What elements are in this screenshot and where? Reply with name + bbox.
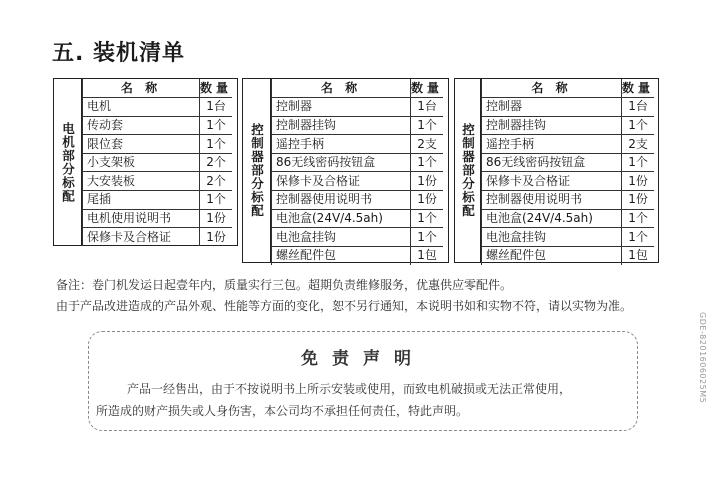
items-table bbox=[271, 79, 443, 265]
item-qty: 1包 bbox=[622, 246, 655, 265]
disclaimer-line: 所造成的财产损失或人身伤害，本公司均不承担任何责任，特此声明。 bbox=[96, 404, 469, 418]
table-row bbox=[272, 228, 444, 247]
item-qty: 1个 bbox=[411, 116, 444, 135]
header-name: 名 称 bbox=[83, 79, 200, 98]
side-label: 控制器部分标配 bbox=[455, 79, 481, 262]
item-qty: 1个 bbox=[200, 116, 233, 135]
table-row bbox=[83, 98, 233, 117]
item-name: 控制器使用说明书 bbox=[272, 191, 411, 210]
item-name: 保修卡及合格证 bbox=[482, 172, 622, 191]
disclaimer-line: 产品一经售出，由于不按说明书上所示安装或使用，而致电机破损或无法正常使用， bbox=[127, 382, 572, 396]
table-row bbox=[482, 98, 655, 117]
side-label: 控制器部分标配 bbox=[243, 79, 271, 262]
table-row bbox=[482, 191, 655, 210]
item-name: 电机使用说明书 bbox=[83, 209, 200, 228]
item-name: 控制器 bbox=[272, 98, 411, 117]
item-qty: 1份 bbox=[411, 191, 444, 210]
item-qty: 1包 bbox=[411, 246, 444, 265]
item-qty: 1台 bbox=[411, 98, 444, 117]
items-table bbox=[82, 79, 232, 246]
item-name: 遥控手柄 bbox=[482, 135, 622, 154]
table-header-row bbox=[482, 79, 655, 98]
header-name: 名 称 bbox=[482, 79, 622, 98]
item-name: 86无线密码按钮盒 bbox=[482, 153, 622, 172]
item-name: 电池盒挂钩 bbox=[482, 228, 622, 247]
item-qty: 1台 bbox=[200, 98, 233, 117]
controller-standard-config-table bbox=[454, 78, 659, 263]
disclaimer-body bbox=[96, 378, 571, 422]
table-row bbox=[272, 135, 444, 154]
item-name: 86无线密码按钮盒 bbox=[272, 153, 411, 172]
item-qty: 1个 bbox=[622, 116, 655, 135]
item-qty: 1个 bbox=[200, 191, 233, 210]
item-qty: 1份 bbox=[411, 172, 444, 191]
document-code: GDE-8201606025M5 bbox=[698, 312, 707, 404]
table-row bbox=[83, 228, 233, 247]
table-header-row bbox=[272, 79, 444, 98]
header-qty: 数量 bbox=[411, 79, 444, 98]
items-table bbox=[481, 79, 654, 265]
item-qty: 1份 bbox=[200, 209, 233, 228]
item-name: 电池盒(24V/4.5ah) bbox=[272, 209, 411, 228]
table-row bbox=[272, 172, 444, 191]
header-qty: 数量 bbox=[200, 79, 233, 98]
table-row bbox=[83, 153, 233, 172]
table-row bbox=[83, 116, 233, 135]
item-name: 电机 bbox=[83, 98, 200, 117]
side-label: 电机部分标配 bbox=[54, 79, 82, 245]
remark-warranty: 备注：卷门机发运日起壹年内，质量实行三包。超期负责维修服务，优惠供应零配件。 bbox=[56, 278, 513, 292]
item-qty: 1份 bbox=[622, 172, 655, 191]
item-name: 小支架板 bbox=[83, 153, 200, 172]
item-qty: 1个 bbox=[200, 135, 233, 154]
table-row bbox=[482, 153, 655, 172]
table-row bbox=[482, 209, 655, 228]
item-name: 电池盒(24V/4.5ah) bbox=[482, 209, 622, 228]
table-row bbox=[272, 153, 444, 172]
table-row bbox=[272, 209, 444, 228]
item-qty: 1个 bbox=[622, 209, 655, 228]
item-name: 电池盒挂钩 bbox=[272, 228, 411, 247]
controller-standard-config-table bbox=[242, 78, 449, 263]
item-name: 控制器挂钩 bbox=[272, 116, 411, 135]
table-row bbox=[272, 116, 444, 135]
table-row bbox=[482, 116, 655, 135]
item-qty: 1份 bbox=[200, 228, 233, 247]
item-qty: 1个 bbox=[411, 153, 444, 172]
item-qty: 1个 bbox=[622, 228, 655, 247]
table-row bbox=[83, 135, 233, 154]
item-qty: 2支 bbox=[622, 135, 655, 154]
table-row bbox=[272, 191, 444, 210]
item-qty: 2个 bbox=[200, 153, 233, 172]
table-row bbox=[272, 246, 444, 265]
item-name: 控制器使用说明书 bbox=[482, 191, 622, 210]
section-title: 五. 装机清单 bbox=[52, 41, 186, 66]
table-row bbox=[83, 209, 233, 228]
item-qty: 1个 bbox=[411, 209, 444, 228]
item-name: 保修卡及合格证 bbox=[83, 228, 200, 247]
item-qty: 1台 bbox=[622, 98, 655, 117]
motor-standard-config-table bbox=[53, 78, 238, 246]
item-name: 限位套 bbox=[83, 135, 200, 154]
item-name: 大安装板 bbox=[83, 172, 200, 191]
disclaimer-title: 免责声明 bbox=[301, 349, 425, 369]
item-name: 保修卡及合格证 bbox=[272, 172, 411, 191]
item-name: 传动套 bbox=[83, 116, 200, 135]
item-qty: 1个 bbox=[622, 153, 655, 172]
table-row bbox=[272, 98, 444, 117]
table-header-row bbox=[83, 79, 233, 98]
header-name: 名 称 bbox=[272, 79, 411, 98]
table-row bbox=[83, 191, 233, 210]
item-name: 控制器 bbox=[482, 98, 622, 117]
header-qty: 数量 bbox=[622, 79, 655, 98]
item-qty: 2支 bbox=[411, 135, 444, 154]
item-qty: 2个 bbox=[200, 172, 233, 191]
table-row bbox=[83, 172, 233, 191]
item-name: 尾插 bbox=[83, 191, 200, 210]
item-name: 遥控手柄 bbox=[272, 135, 411, 154]
item-qty: 1份 bbox=[622, 191, 655, 210]
disclaimer-box bbox=[88, 331, 638, 431]
table-row bbox=[482, 135, 655, 154]
table-row bbox=[482, 172, 655, 191]
table-row bbox=[482, 228, 655, 247]
item-name: 控制器挂钩 bbox=[482, 116, 622, 135]
item-name: 螺丝配件包 bbox=[272, 246, 411, 265]
item-name: 螺丝配件包 bbox=[482, 246, 622, 265]
remark-product-change: 由于产品改进造成的产品外观、性能等方面的变化，恕不另行通知，本说明书如和实物不符，请以实物为准。 bbox=[56, 299, 633, 313]
item-qty: 1个 bbox=[411, 228, 444, 247]
table-row bbox=[482, 246, 655, 265]
